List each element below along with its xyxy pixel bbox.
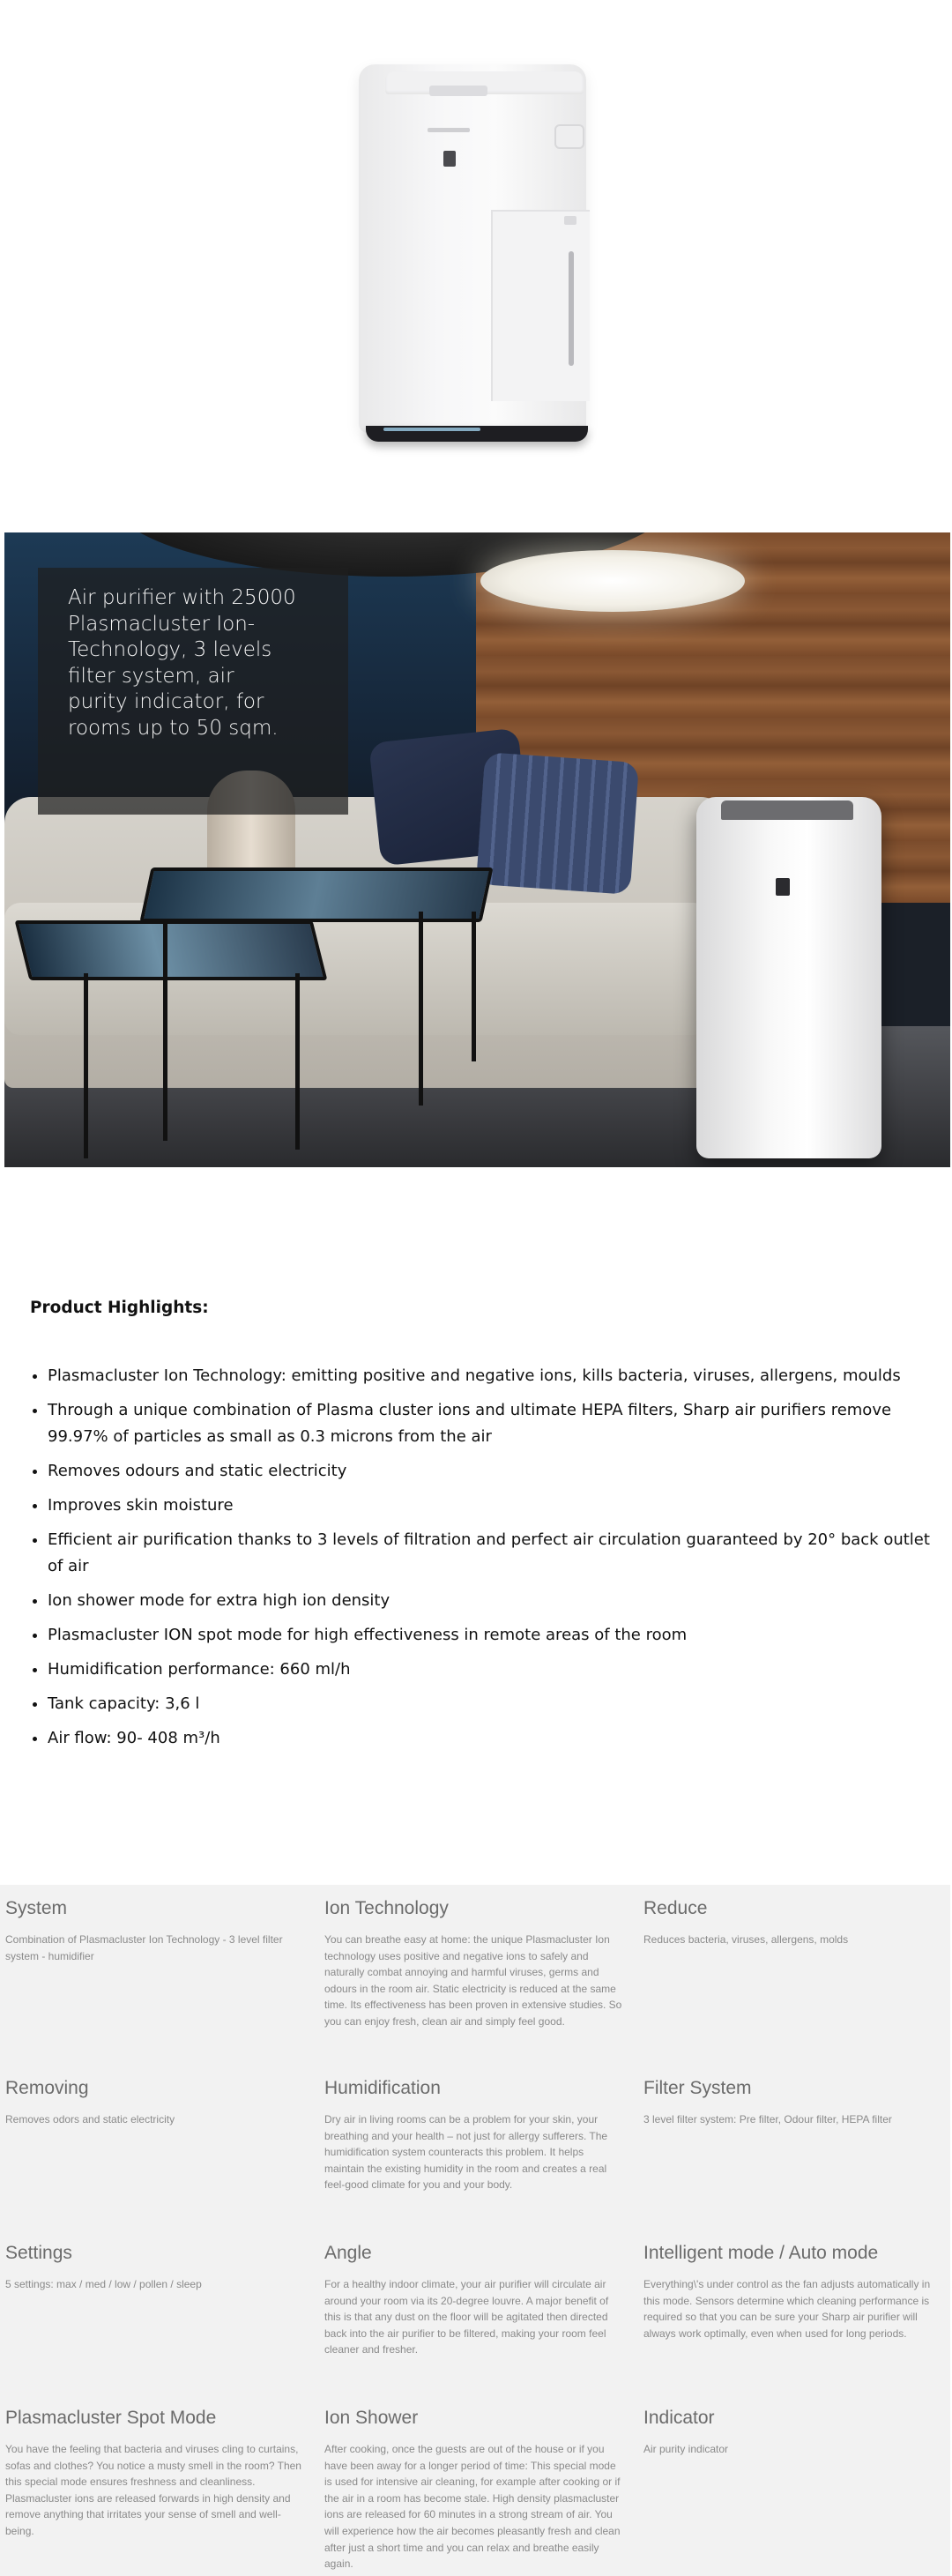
feature-title: Filter System	[643, 2078, 752, 2098]
highlights-heading: Product Highlights:	[30, 1299, 209, 1317]
list-item: • Efficient air purification thanks to 3 levels of filtration and perfect air circulation guaranteed by 20° back outlet of air	[48, 1527, 938, 1580]
feature-desc: You have the feeling that bacteria and viruses cling to curtains, sofas and clothes? You notice a musty smell in the room? Then this special mode ensures freshness and cleanliness. Plasmacluster ions are released forwards in high density and remove anything that irritates your sense of smell and well-being.	[5, 2443, 301, 2537]
feature-settings	[5, 2242, 305, 2293]
table-leg	[84, 973, 88, 1158]
feature-desc: Removes odors and static electricity	[5, 2113, 175, 2126]
water-tank	[491, 210, 590, 401]
feature-indicator	[643, 2407, 943, 2458]
brand-logo	[428, 128, 470, 132]
feature-desc: Air purity indicator	[643, 2443, 729, 2455]
feature-title: Ion Technology	[324, 1898, 449, 1918]
handle	[554, 124, 584, 149]
table-leg	[419, 912, 423, 1106]
feature-title: Indicator	[643, 2408, 715, 2428]
list-item: • Through a unique combination of Plasma cluster ions and ultimate HEPA filters, Sharp air purifiers remove 99.97% of particles as small as 0.3 microns from the air	[48, 1397, 938, 1450]
feature-title: Removing	[5, 2078, 89, 2098]
feature-desc: Reduces bacteria, viruses, allergens, molds	[643, 1933, 849, 1946]
banner-purifier	[696, 797, 881, 1158]
purifier-body	[359, 64, 586, 433]
feature-desc: 5 settings: max / med / low / pollen / sleep	[5, 2278, 202, 2290]
feature-reduce	[643, 1897, 943, 1948]
list-item: • Removes odours and static electricity	[48, 1458, 938, 1485]
purifier-display	[429, 86, 487, 96]
banner-purifier-top	[721, 800, 853, 820]
feature-ion-technology	[324, 1897, 624, 2030]
feature-title: Settings	[5, 2243, 72, 2263]
list-item: • Humidification performance: 660 ml/h	[48, 1657, 938, 1683]
table-leg	[163, 920, 167, 1141]
feature-title: System	[5, 1898, 68, 1918]
list-item: • Tank capacity: 3,6 l	[48, 1691, 938, 1717]
table-leg	[295, 973, 300, 1150]
feature-humidification	[324, 2077, 624, 2193]
feature-desc: Everything\'s under control as the fan adjusts automatically in this mode. Sensors determine which cleaning performance is required so that you can be sure your Sharp air purifier will always work optimally, even when used for long periods.	[643, 2278, 931, 2340]
feature-desc: You can breathe easy at home: the unique Plasmacluster Ion technology uses positive and negative ions to safely and naturally combat annoying and harmful viruses, germs and odours in the room air. Static electricity is reduced at the same time. Its effectiveness has been proven in extensive studies. So you can enjoy fresh, clean air and simply feel good.	[324, 1933, 622, 2028]
feature-title: Humidification	[324, 2078, 441, 2098]
water-level-window	[569, 251, 574, 366]
lamp-light	[480, 550, 745, 612]
feature-ion-shower	[324, 2407, 624, 2572]
pillow-striped	[476, 752, 639, 895]
table-leg	[472, 912, 476, 1061]
side-table-1	[139, 867, 493, 922]
list-item: • Plasmacluster ION spot mode for high effectiveness in remote areas of the room	[48, 1622, 938, 1649]
list-item: • Plasmacluster Ion Technology: emitting positive and negative ions, kills bacteria, viruses, allergens, moulds	[48, 1363, 938, 1389]
tank-latch	[564, 216, 576, 225]
list-item: • Improves skin moisture	[48, 1493, 938, 1519]
feature-title: Angle	[324, 2243, 372, 2263]
feature-spot-mode	[5, 2407, 305, 2540]
feature-title: Reduce	[643, 1898, 708, 1918]
base-light	[383, 428, 480, 431]
banner-caption: Air purifier with 25000 Plasmacluster Ion-Technology, 3 levels filter system, air purity indicator, for rooms up to 50 sqm.	[68, 586, 296, 740]
feature-removing	[5, 2077, 305, 2128]
feature-system	[5, 1897, 305, 1964]
lifestyle-banner	[4, 532, 950, 1167]
feature-desc: Combination of Plasmacluster Ion Technology - 3 level filter system - humidifier	[5, 1933, 283, 1962]
product-image	[348, 48, 604, 445]
list-item: • Ion shower mode for extra high ion density	[48, 1588, 938, 1614]
feature-desc: Dry air in living rooms can be a problem for your skin, your breathing and your health – not just for allergy sufferers. The humidification system counteracts this problem. It helps maintain the existing humidity in the room and creates a real feel-good climate for you and your body.	[324, 2113, 608, 2192]
highlights-list	[30, 1363, 938, 1760]
feature-desc: 3 level filter system: Pre filter, Odour filter, HEPA filter	[643, 2113, 892, 2126]
banner-purifier-panel	[776, 878, 790, 896]
feature-title: Plasmacluster Spot Mode	[5, 2408, 217, 2428]
list-item: • Air flow: 90- 408 m³/h	[48, 1725, 938, 1752]
feature-desc: After cooking, once the guests are out of the house or if you have been away for a longer period of time: This special mode is used for intensive air cleaning, for example after cooking or if the air in a room has become stale. High density plasmacluster ions are released for 60 minutes in a strong stream of air. You will experience how the air becomes pleasantly fresh and clean after just a short time and you can relax and breathe easily again.	[324, 2443, 621, 2571]
features-grid	[0, 1885, 950, 2576]
feature-angle	[324, 2242, 624, 2358]
feature-desc: For a healthy indoor climate, your air purifier will circulate air around your room via its 20-degree louvre. A major benefit of this is that any dust on the floor will be agitated then directed back into the air purifier to be filtered, making your room feel cleaner and fresher.	[324, 2278, 609, 2356]
feature-filter-system	[643, 2077, 943, 2128]
control-panel-icon	[443, 151, 456, 167]
feature-intelligent-mode	[643, 2242, 943, 2341]
feature-title: Ion Shower	[324, 2408, 419, 2428]
feature-title: Intelligent mode / Auto mode	[643, 2243, 879, 2263]
side-table-2	[15, 920, 328, 980]
